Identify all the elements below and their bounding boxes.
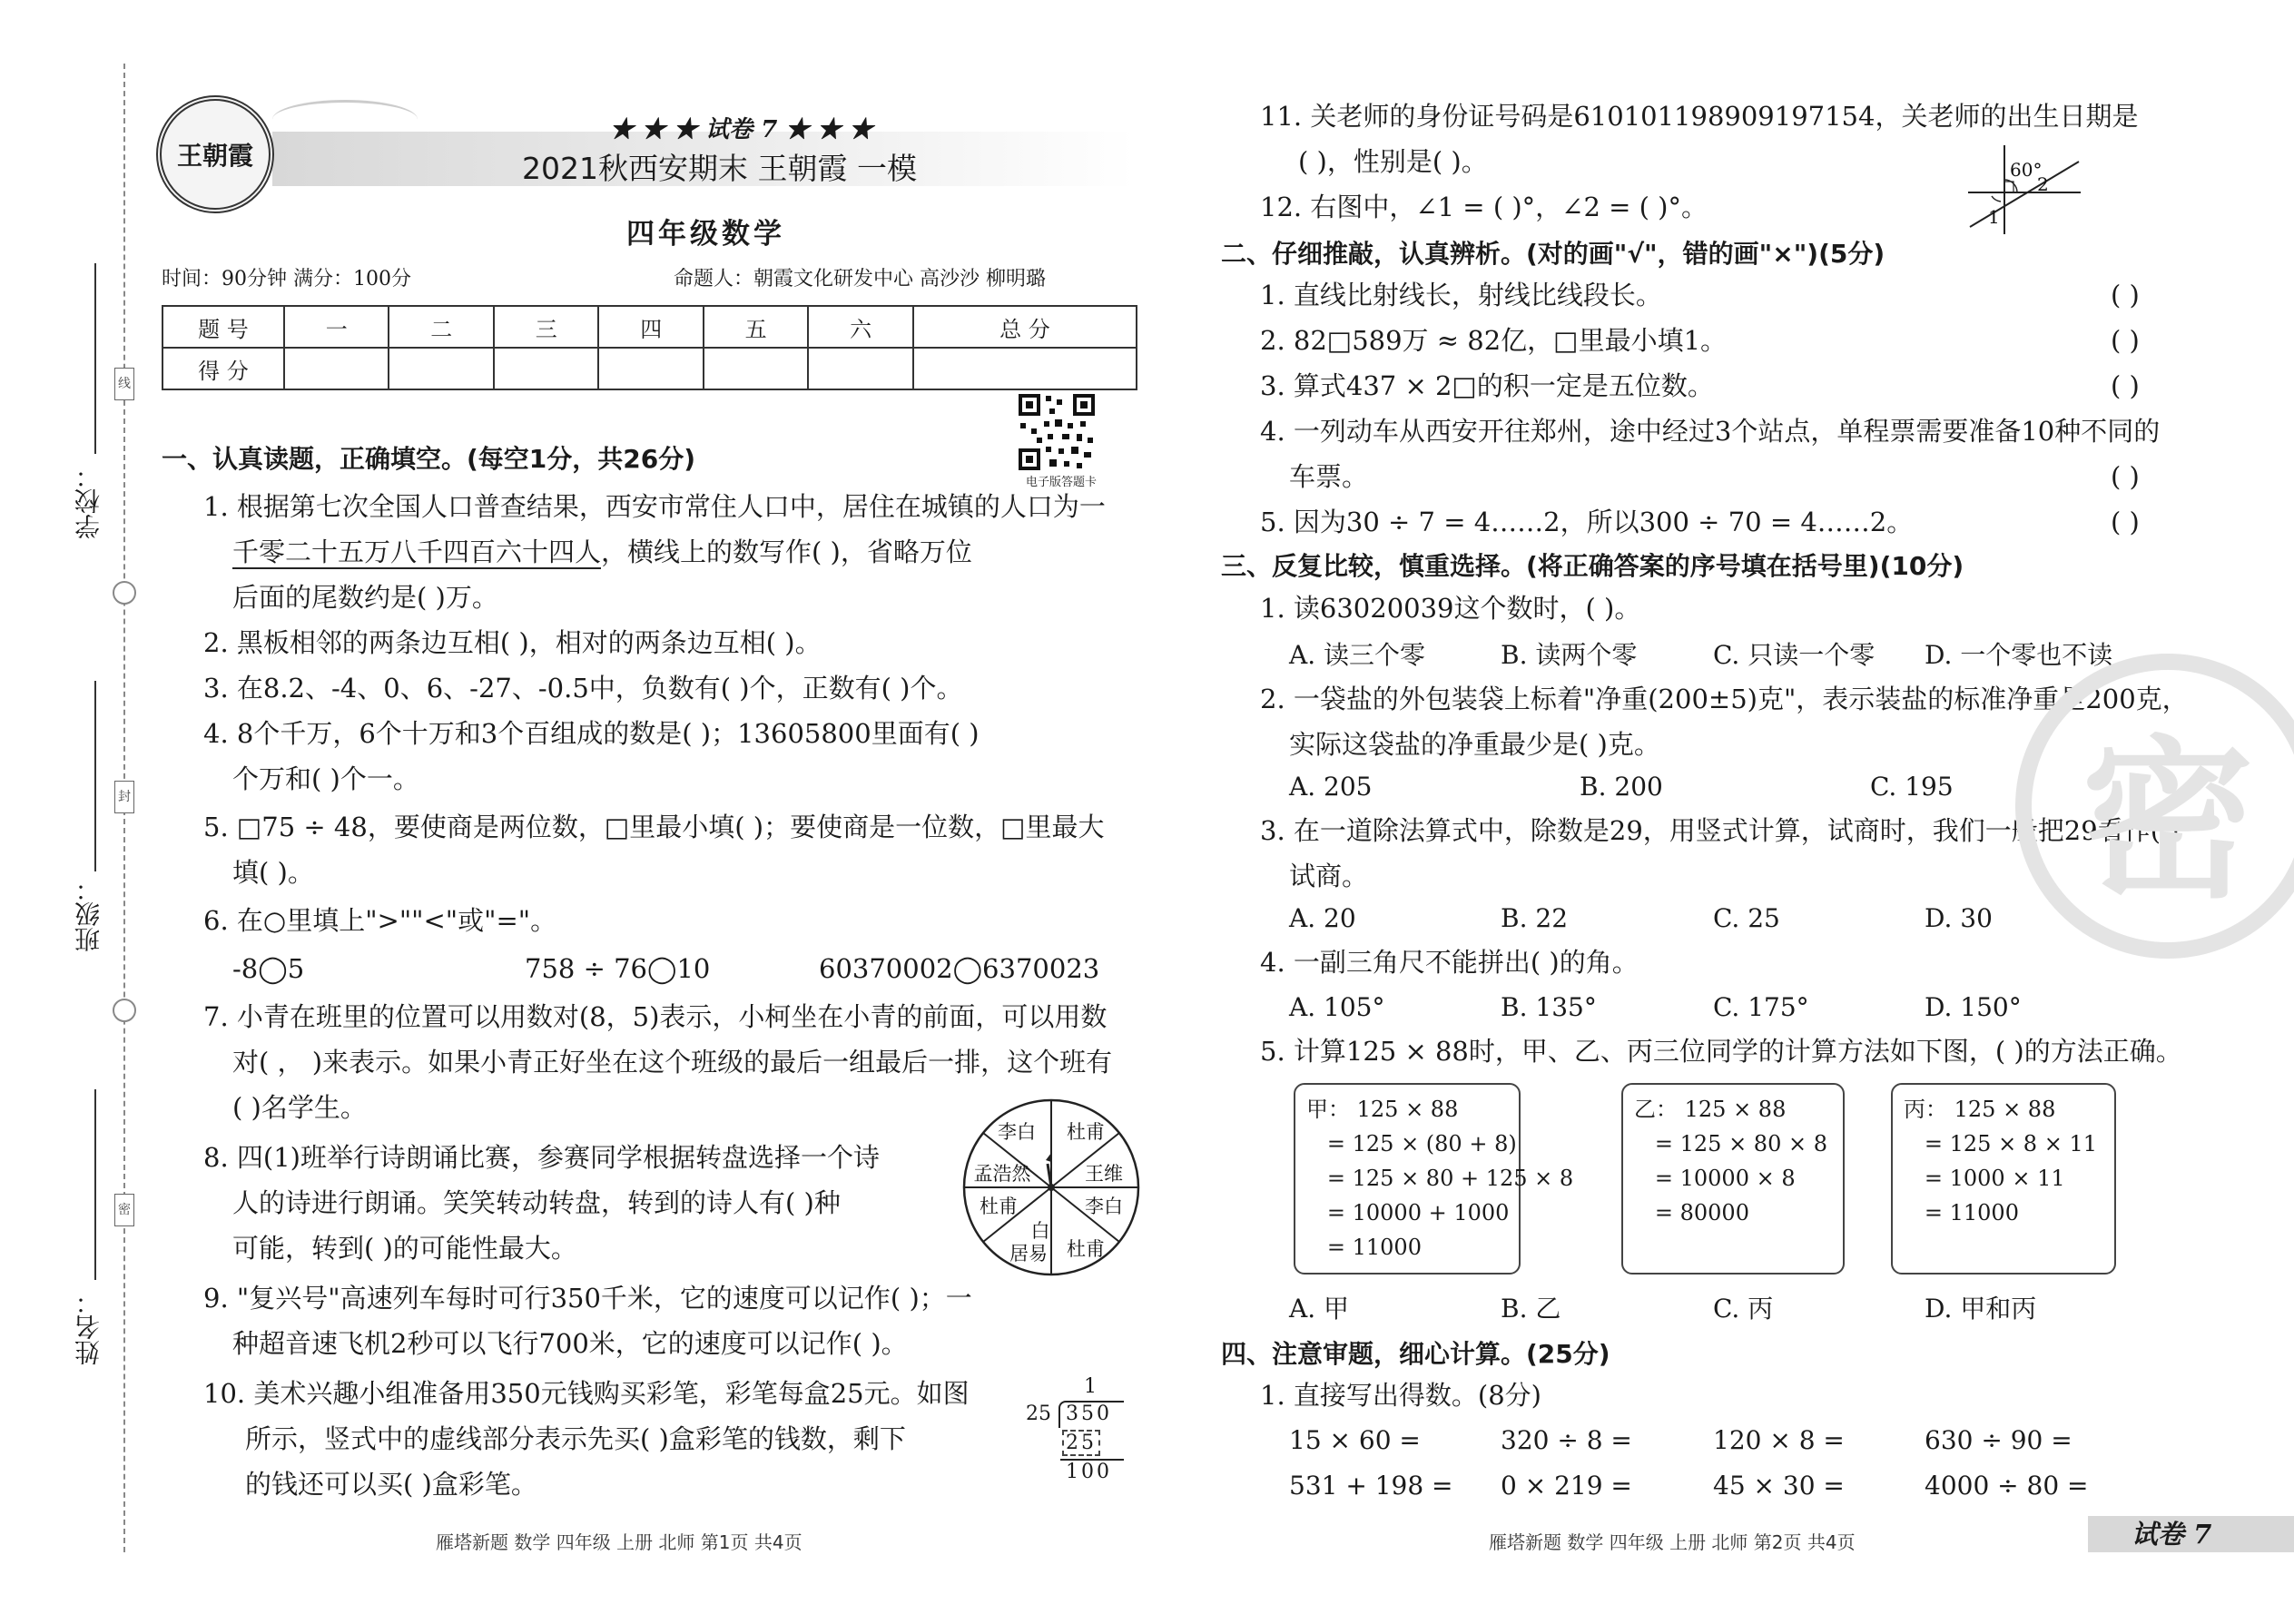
footer-right: 雁塔新题 数学 四年级 上册 北师 第2页 共4页 bbox=[1489, 1531, 1856, 1553]
wheel-label: 杜甫 bbox=[1067, 1121, 1105, 1143]
s2-answer-3[interactable]: ( ) bbox=[2111, 370, 2140, 401]
q8-line2: 人的诗进行朗诵。笑笑转动转盘，转到的诗人有( )种 bbox=[232, 1187, 841, 1218]
section3-title: 三、反复比较，慎重选择。(将正确答案的序号填在括号里)(10分) bbox=[1221, 551, 1964, 581]
division-dividend: 350 bbox=[1066, 1403, 1112, 1425]
calc-item[interactable]: 15 × 60 = bbox=[1289, 1425, 1421, 1455]
q7-line2: 对( ， )来表示。如果小青正好坐在这个班级的最后一组最后一排，这个班有 bbox=[232, 1047, 1113, 1078]
s3-q4-opt-a[interactable]: A. 105° bbox=[1289, 992, 1385, 1022]
q9-line2: 种超音速飞机2秒可以飞行700米，它的速度可以记作( )。 bbox=[232, 1328, 908, 1359]
q10-line2: 所示，竖式中的虚线部分表示先买( )盒彩笔的钱数，剩下 bbox=[245, 1423, 906, 1454]
s2-answer-4[interactable]: ( ) bbox=[2111, 461, 2140, 492]
score-col-4: 四 bbox=[598, 306, 703, 348]
s3-q1-opt-a[interactable]: A. 读三个零 bbox=[1289, 640, 1426, 670]
angle-figure bbox=[1961, 136, 2088, 236]
s3-q2-line1: 2. 一袋盐的外包装袋上标着"净重(200±5)克"，表示装盐的标准净重是200克， bbox=[1260, 684, 2189, 714]
s3-q3-opt-d[interactable]: D. 30 bbox=[1925, 903, 1993, 933]
score-cell[interactable] bbox=[494, 348, 598, 389]
s3-q5-opt-c[interactable]: C. 丙 bbox=[1713, 1294, 1774, 1324]
score-row-label: 得 分 bbox=[162, 348, 284, 389]
s3-q3-opt-a[interactable]: A. 20 bbox=[1289, 903, 1356, 933]
q5-line1: 5. □75 ÷ 48，要使商是两位数，□里最小填( )；要使商是一位数，□里最大 bbox=[203, 812, 1105, 842]
binding-mark-mi: 密 bbox=[114, 1194, 134, 1226]
calc-item[interactable]: 120 × 8 = bbox=[1713, 1425, 1845, 1455]
q7-line3: ( )名学生。 bbox=[232, 1092, 367, 1123]
score-col-total: 总 分 bbox=[913, 306, 1137, 348]
wheel-label: 白 bbox=[1030, 1220, 1050, 1242]
s4-q1: 1. 直接写出得数。(8分) bbox=[1260, 1380, 1541, 1411]
s2-item-4-cont: 车票。 bbox=[1289, 461, 1369, 492]
q10-line3: 的钱还可以买( )盒彩笔。 bbox=[245, 1469, 537, 1500]
q6-compare-a[interactable]: -8◯5 bbox=[232, 953, 305, 984]
score-cell[interactable] bbox=[389, 348, 493, 389]
calc-item[interactable]: 320 ÷ 8 = bbox=[1501, 1425, 1632, 1455]
time-info: 时间：90分钟 满分：100分 bbox=[162, 268, 411, 290]
section4-title: 四、注意审题，细心计算。(25分) bbox=[1221, 1339, 1610, 1369]
s2-item-5: 5. 因为30 ÷ 7 = 4……2，所以300 ÷ 70 = 4……2。 bbox=[1260, 507, 1914, 537]
qr-code[interactable] bbox=[1017, 392, 1097, 472]
calc-item[interactable]: 45 × 30 = bbox=[1713, 1471, 1845, 1501]
s3-q5-opt-b[interactable]: B. 乙 bbox=[1501, 1294, 1561, 1324]
class-label: 班级： bbox=[74, 876, 103, 952]
division-divisor: 25 bbox=[1026, 1403, 1051, 1425]
s3-q5-opt-d[interactable]: D. 甲和丙 bbox=[1925, 1294, 2037, 1324]
calc-box-jia: 甲： 125 × 88 = 125 × (80 + 8) = 125 × 80 + 125 × 8 = 10000 + 1000 = 11000 bbox=[1294, 1083, 1521, 1275]
qr-caption: 电子版答题卡 bbox=[1026, 476, 1098, 489]
q9-line1: 9. "复兴号"高速列车每时可行350千米，它的速度可以记作( )；一 bbox=[203, 1283, 972, 1314]
class-field[interactable] bbox=[94, 681, 96, 871]
q4-line2: 个万和( )个一。 bbox=[232, 763, 419, 794]
calc-box-bing: 丙： 125 × 88 = 125 × 8 × 11 = 1000 × 11 = 11000 bbox=[1891, 1083, 2116, 1275]
logo bbox=[156, 95, 274, 213]
s3-q1-opt-b[interactable]: B. 读两个零 bbox=[1501, 640, 1638, 670]
q11-line2: ( )，性别是( )。 bbox=[1298, 146, 1488, 177]
score-cell[interactable] bbox=[284, 348, 389, 389]
s2-item-3: 3. 算式437 × 2□的积一定是五位数。 bbox=[1260, 370, 1714, 401]
q6: 6. 在○里填上">""<"或"="。 bbox=[203, 905, 557, 936]
s3-q3-opt-b[interactable]: B. 22 bbox=[1501, 903, 1569, 933]
author-info: 命题人：朝霞文化研发中心 高沙沙 柳明璐 bbox=[674, 268, 1046, 290]
score-cell[interactable] bbox=[913, 348, 1137, 389]
q1-line2 bbox=[232, 529, 972, 575]
wheel-label: 王维 bbox=[1085, 1163, 1123, 1185]
school-label: 学校： bbox=[74, 463, 103, 539]
logo-text: 王朝霞 bbox=[176, 141, 253, 171]
calc-item[interactable]: 4000 ÷ 80 = bbox=[1925, 1471, 2089, 1501]
s3-q2-opt-b[interactable]: B. 200 bbox=[1580, 772, 1663, 802]
calc-item[interactable]: 531 + 198 = bbox=[1289, 1471, 1453, 1501]
s3-q5: 5. 计算125 × 88时，甲、乙、丙三位同学的计算方法如下图，( )的方法正确。 bbox=[1260, 1036, 2182, 1067]
calc-box-yi: 乙： 125 × 88 = 125 × 80 × 8 = 10000 × 8 = 80000 bbox=[1621, 1083, 1845, 1275]
subject-title: 四年级数学 bbox=[626, 218, 785, 251]
wheel-label: 孟浩然 bbox=[973, 1163, 1031, 1185]
s3-q4-opt-c[interactable]: C. 175° bbox=[1713, 992, 1809, 1022]
exam-badge: ★ ★ ★ 试卷 7 ★ ★ ★ bbox=[610, 116, 873, 143]
q8-line1: 8. 四(1)班举行诗朗诵比赛，参赛同学根据转盘选择一个诗 bbox=[203, 1142, 880, 1173]
wheel-label: 居易 bbox=[1009, 1243, 1048, 1265]
header-decor bbox=[272, 100, 418, 139]
q2: 2. 黑板相邻的两条边互相( )，相对的两条边互相( )。 bbox=[203, 627, 822, 658]
score-col-5: 五 bbox=[704, 306, 808, 348]
q3: 3. 在8.2、-4、0、6、-27、-0.5中，负数有( )个，正数有( )个。 bbox=[203, 673, 963, 704]
s3-q5-opt-a[interactable]: A. 甲 bbox=[1289, 1294, 1350, 1324]
footer-left: 雁塔新题 数学 四年级 上册 北师 第1页 共4页 bbox=[436, 1531, 802, 1553]
score-col-6: 六 bbox=[808, 306, 912, 348]
binding-hole-2 bbox=[113, 999, 136, 1022]
s2-answer-1[interactable]: ( ) bbox=[2111, 280, 2140, 310]
s3-q3-line2: 试商。 bbox=[1289, 861, 1369, 891]
s3-q4-opt-b[interactable]: B. 135° bbox=[1501, 992, 1597, 1022]
s3-q4: 4. 一副三角尺不能拼出( )的角。 bbox=[1260, 947, 1639, 978]
score-header-label: 题 号 bbox=[162, 306, 284, 348]
q8-line3: 可能，转到( )的可能性最大。 bbox=[232, 1233, 577, 1264]
s2-answer-2[interactable]: ( ) bbox=[2111, 325, 2140, 356]
watermark-text: 密 bbox=[2081, 720, 2254, 921]
angle-60-label: 60° bbox=[2010, 159, 2043, 181]
s2-item-2: 2. 82□589万 ≈ 82亿，□里最小填1。 bbox=[1260, 325, 1728, 356]
division-quotient: 1 bbox=[1084, 1375, 1097, 1398]
s3-q3-line1: 3. 在一道除法算式中，除数是29，用竖式计算，试商时，我们一般把29看作( ) bbox=[1260, 815, 2180, 846]
q1-line1: 1. 根据第七次全国人口普查结果，西安市常住人口中，居住在城镇的人口为一 bbox=[203, 491, 1106, 522]
angle-1-label: 1 bbox=[1988, 206, 2000, 228]
s3-q1-opt-d[interactable]: D. 一个零也不读 bbox=[1925, 640, 2113, 670]
score-table bbox=[162, 305, 1137, 390]
q12: 12. 右图中，∠1 = ( )°，∠2 = ( )°。 bbox=[1260, 192, 1708, 222]
wheel-label: 李白 bbox=[1085, 1196, 1123, 1217]
exam-title: 2021秋西安期末 王朝霞 一模 bbox=[522, 151, 917, 186]
score-col-2: 二 bbox=[389, 306, 493, 348]
division-product: 25 bbox=[1062, 1430, 1100, 1456]
score-cell[interactable] bbox=[808, 348, 912, 389]
s3-q3-opt-c[interactable]: C. 25 bbox=[1713, 903, 1780, 933]
binding-hole-1 bbox=[113, 581, 136, 605]
score-cell[interactable] bbox=[704, 348, 808, 389]
section2-title: 二、仔细推敲，认真辨析。(对的画"√"，错的画"×")(5分) bbox=[1221, 239, 1885, 269]
q1-line2-rest: ，横线上的数写作( )，省略万位 bbox=[601, 536, 972, 567]
q6-compare-b[interactable]: 758 ÷ 76◯10 bbox=[525, 953, 711, 984]
s3-q2-line2: 实际这袋盐的净重最少是( )克。 bbox=[1289, 729, 1660, 760]
binding-mark-xian: 线 bbox=[114, 368, 134, 400]
score-col-3: 三 bbox=[494, 306, 598, 348]
s2-item-1: 1. 直线比射线长，射线比线段长。 bbox=[1260, 280, 1662, 310]
s3-q2-opt-c[interactable]: C. 195 bbox=[1870, 772, 1954, 802]
q10-line1: 10. 美术兴趣小组准备用350元钱购买彩笔，彩笔每盒25元。如图 bbox=[203, 1378, 970, 1409]
spinner-wheel bbox=[960, 1097, 1142, 1278]
s3-q2-opt-a[interactable]: A. 205 bbox=[1289, 772, 1373, 802]
s2-answer-5[interactable]: ( ) bbox=[2111, 507, 2140, 537]
calc-item[interactable]: 630 ÷ 90 = bbox=[1925, 1425, 2072, 1455]
calc-item[interactable]: 0 × 219 = bbox=[1501, 1471, 1632, 1501]
q5-line2: 填( )。 bbox=[232, 857, 314, 888]
q11-line1: 11. 关老师的身份证号码是610101198909197154，关老师的出生日期是 bbox=[1260, 101, 2139, 132]
wheel-label: 李白 bbox=[998, 1121, 1036, 1143]
binding-mark-feng: 封 bbox=[114, 781, 134, 813]
s2-item-4: 4. 一列动车从西安开往郑州，途中经过3个站点，单程票需要准备10种不同的 bbox=[1260, 416, 2161, 447]
section1-title: 一、认真读题，正确填空。(每空1分，共26分) bbox=[162, 444, 696, 474]
school-field[interactable] bbox=[94, 263, 96, 454]
score-cell[interactable] bbox=[598, 348, 703, 389]
name-label: 姓名： bbox=[74, 1289, 103, 1365]
angle-2-label: 2 bbox=[2037, 173, 2049, 195]
division-remainder: 100 bbox=[1066, 1461, 1112, 1483]
q6-compare-c[interactable]: 60370002◯6370023 bbox=[819, 953, 1100, 984]
s3-q1: 1. 读63020039这个数时，( )。 bbox=[1260, 593, 1641, 624]
q7-line1: 7. 小青在班里的位置可以用数对(8，5)表示，小柯坐在小青的前面，可以用数 bbox=[203, 1001, 1108, 1032]
name-field[interactable] bbox=[94, 1089, 96, 1280]
score-col-1: 一 bbox=[284, 306, 389, 348]
q1-line3: 后面的尾数约是( )万。 bbox=[232, 582, 498, 613]
long-division bbox=[1026, 1375, 1126, 1489]
wheel-label: 杜甫 bbox=[1067, 1238, 1105, 1260]
s3-q4-opt-d[interactable]: D. 150° bbox=[1925, 992, 2022, 1022]
q1-underlined-number: 千零二十五万八千四百六十四人 bbox=[232, 536, 602, 567]
s3-q1-opt-c[interactable]: C. 只读一个零 bbox=[1713, 640, 1876, 670]
q4-line1: 4. 8个千万，6个十万和3个百组成的数是( )；13605800里面有( ) bbox=[203, 718, 980, 749]
footer-tag: 试卷 7 bbox=[2132, 1519, 2212, 1550]
wheel-label: 杜甫 bbox=[980, 1196, 1018, 1217]
